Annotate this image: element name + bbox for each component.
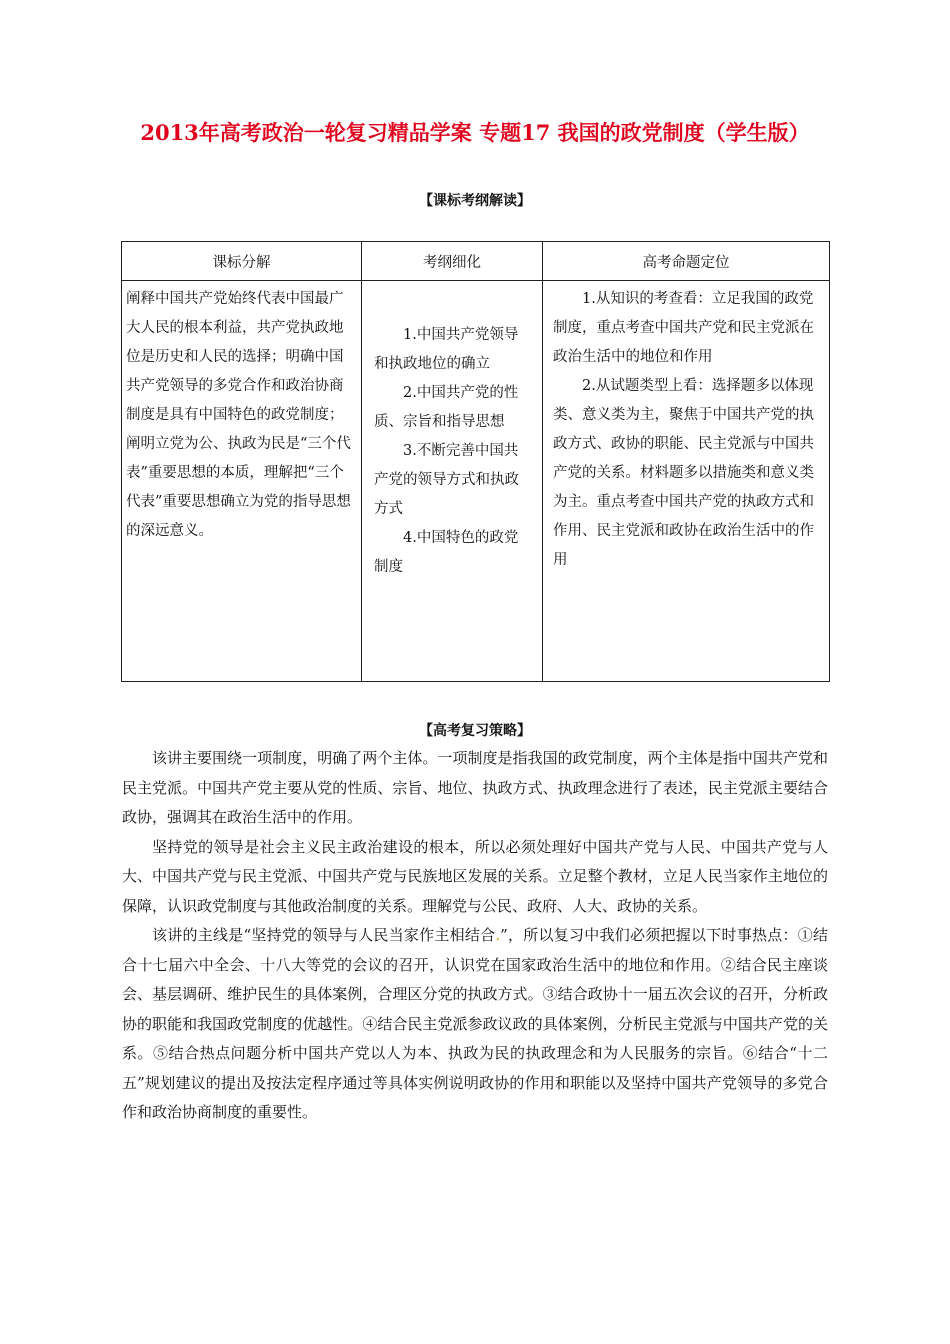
highlight-marker: . xyxy=(495,926,501,944)
syllabus-table xyxy=(121,241,830,682)
strategy-paragraph-1: 该讲主要围绕一项制度，明确了两个主体。一项制度是指我国的政党制度，两个主体是指中国共产党和民主党派。中国共产党主要从党的性质、宗旨、地位、执政方式、执政理念进行了表述，民主党派主要结合政协，强调其在政治生活中的作用。 xyxy=(122,749,828,826)
table-header-row xyxy=(122,242,830,281)
exam-positioning-cell xyxy=(543,281,830,682)
header-outline-detail: 考纲细化 xyxy=(362,242,543,281)
paragraph-3-part-b: ”，所以复习中我们必须把握以下时事热点：①结合十七届六中全会、十八大等党的会议的召开，认识党在国家政治生活中的地位和作用。②结合民主座谈会、基层调研、维护民生的具体案例，合理区分党的执政方式。③结合政协十一届五次会议的召开，分析政协的职能和我国政党制度的优越性。④结合民主党派参政议政的具体案例，分析民主党派与中国共产党的关系。⑤结合热点问题分析中国共产党以人为本、执政为民的执政理念和为人民服务的宗旨。⑥结合“十二五”规划建议的提出及按法定程序通过等具体实例说明政协的作用和职能以及坚持中国共产党领导的多党合作和政治协商制度的重要性。 xyxy=(122,926,829,1121)
strategy-body xyxy=(122,744,828,1128)
list-item: 1.中国共产党领导和执政地位的确立 xyxy=(374,327,519,372)
strategy-heading: 【高考复习策略】 xyxy=(419,723,531,739)
list-item: 3.不断完善中国共产党的领导方式和执政方式 xyxy=(374,443,519,517)
outline-detail-cell xyxy=(362,281,543,682)
syllabus-heading: 【课标考纲解读】 xyxy=(419,193,531,209)
header-exam-positioning: 高考命题定位 xyxy=(543,242,830,281)
strategy-paragraph-2: 坚持党的领导是社会主义民主政治建设的根本，所以必须处理好中国共产党与人民、中国共产党与人大、中国共产党与民主党派、中国共产党与民族地区发展的关系。立足整个教材，立足人民当家作主地位的保障，认识政党制度与其他政治制度的关系。理解党与公民、政府、人大、政协的关系。 xyxy=(122,837,828,915)
paragraph-3-part-a: 该讲的主线是“坚持党的领导与人民当家作主相结合 xyxy=(152,926,496,944)
table-row xyxy=(122,281,830,682)
list-item: 2.中国共产党的性质、宗旨和指导思想 xyxy=(374,385,519,430)
list-item: 4.中国特色的政党制度 xyxy=(374,530,519,575)
list-item: 1.从知识的考查看：立足我国的政党制度，重点考查中国共产党和民主党派在政治生活中的地位和作用 xyxy=(553,291,814,365)
header-standard-breakdown: 课标分解 xyxy=(122,242,362,281)
strategy-paragraph-3 xyxy=(122,921,828,1128)
document-title: 2013年高考政治一轮复习精品学案 专题17 我国的政党制度（学生版） xyxy=(140,120,810,145)
list-item: 2.从试题类型上看：选择题多以体现类、意义类为主，聚焦于中国共产党的执政方式、政协的职能、民主党派与中国共产党的关系。材料题多以措施类和意义类为主。重点考查中国共产党的执政方式和作用、民主党派和政协在政治生活中的作用 xyxy=(553,378,814,568)
standard-breakdown-cell: 阐释中国共产党始终代表中国最广大人民的根本利益，共产党执政地位是历史和人民的选择；明确中国共产党领导的多党合作和政治协商制度是具有中国特色的政党制度；阐明立党为公、执政为民是“三个代表”重要思想的本质，理解把“三个代表”重要思想确立为党的指导思想的深远意义。 xyxy=(122,281,362,682)
